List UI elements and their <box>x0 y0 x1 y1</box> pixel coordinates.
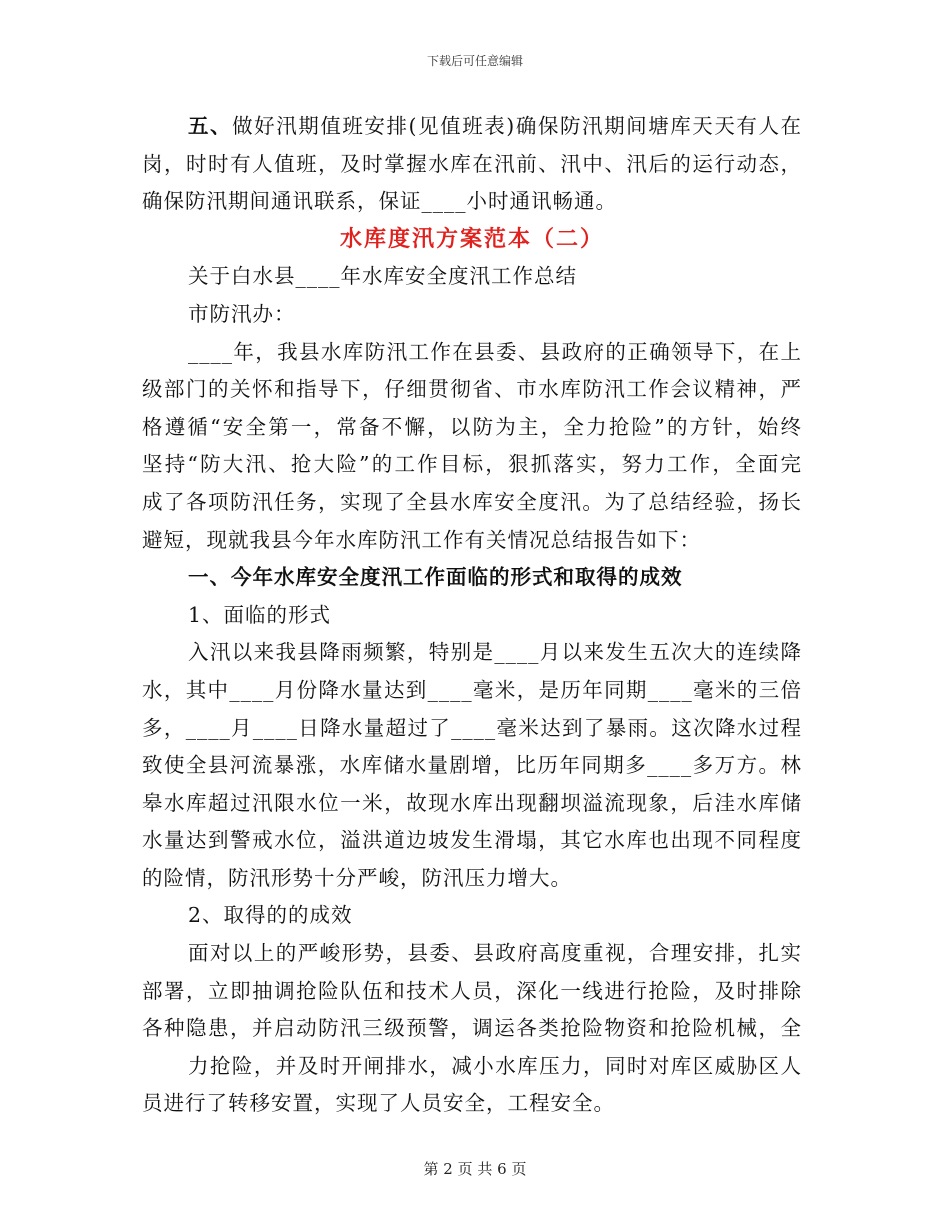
paragraph-line: 面对以上的严峻形势，县委、县政府高度重视，合理安排，扎实 <box>188 941 802 966</box>
section-title: 水库度汛方案范本（二） <box>339 225 604 252</box>
paragraph-line: 员进行了转移安置，实现了人员安全，工程安全。 <box>142 1091 615 1116</box>
paragraph-line: 皋水库超过汛限水位一米，故现水库出现翻坝溢流现象，后洼水库储 <box>142 790 802 815</box>
paragraph-line: 水，其中____月份降水量达到____毫米，是历年同期____毫米的三倍 <box>142 677 802 702</box>
paragraph-line: 部署，立即抽调抢险队伍和技术人员，深化一线进行抢险，及时排除 <box>142 978 802 1003</box>
paragraph-line: 级部门的关怀和指导下，仔细贯彻省、市水库防汛工作会议精神，严 <box>142 377 802 402</box>
document-body <box>142 108 802 1123</box>
paragraph-line: 避短，现就我县今年水库防汛工作有关情况总结报告如下： <box>142 527 701 552</box>
recipient: 市防汛办： <box>188 301 296 326</box>
paragraph-line: 坚持“防大汛、抢大险”的工作目标，狠抓落实，努力工作，全面完 <box>142 452 802 477</box>
section-number: 五、 <box>188 114 233 138</box>
paragraph-line: ____年，我县水库防汛工作在县委、县政府的正确领导下，在上 <box>188 339 802 364</box>
paragraph-line: 岗，时时有人值班，及时掌握水库在汛前、汛中、汛后的运行动态， <box>142 151 802 176</box>
report-title: 关于白水县____年水库安全度汛工作总结 <box>188 264 577 289</box>
paragraph-line: 多，____月____日降水量超过了____毫米达到了暴雨。这次降水过程 <box>142 715 802 740</box>
subsection-heading: 1、面临的形式 <box>188 602 332 627</box>
paragraph-line: 成了各项防汛任务，实现了全县水库安全度汛。为了总结经验，扬长 <box>142 489 802 514</box>
paragraph-line: 确保防汛期间通讯联系，保证____小时通讯畅通。 <box>142 189 617 214</box>
paragraph-line: 各种隐患，并启动防汛三级预警，调运各类抢险物资和抢险机械，全 <box>142 1016 802 1041</box>
page-header: 下载后可任意编辑 <box>426 54 523 68</box>
subsection-heading: 2、取得的的成效 <box>188 903 353 928</box>
paragraph-line: 水量达到警戒水位，溢洪道边坡发生滑塌，其它水库也出现不同程度 <box>142 828 802 853</box>
paragraph-line: 致使全县河流暴涨，水库储水量剧增，比历年同期多____多万方。林 <box>142 753 802 778</box>
paragraph-line: 入汛以来我县降雨频繁，特别是____月以来发生五次大的连续降 <box>188 640 802 665</box>
line-text: 做好汛期值班安排(见值班表)确保防汛期间塘库天天有人在 <box>232 114 802 138</box>
paragraph-line: 格遵循“安全第一，常备不懈，以防为主，全力抢险”的方针，始终 <box>142 414 802 439</box>
section-heading: 一、今年水库安全度汛工作面临的形式和取得的成效 <box>188 565 683 590</box>
paragraph-line: 力抢险，并及时开闸排水，减小水库压力，同时对库区威胁区人 <box>188 1053 802 1078</box>
paragraph-line: 的险情，防汛形势十分严峻，防汛压力增大。 <box>142 865 572 890</box>
paragraph-line <box>142 108 802 146</box>
page-footer: 第 2 页 共 6 页 <box>423 1160 527 1178</box>
